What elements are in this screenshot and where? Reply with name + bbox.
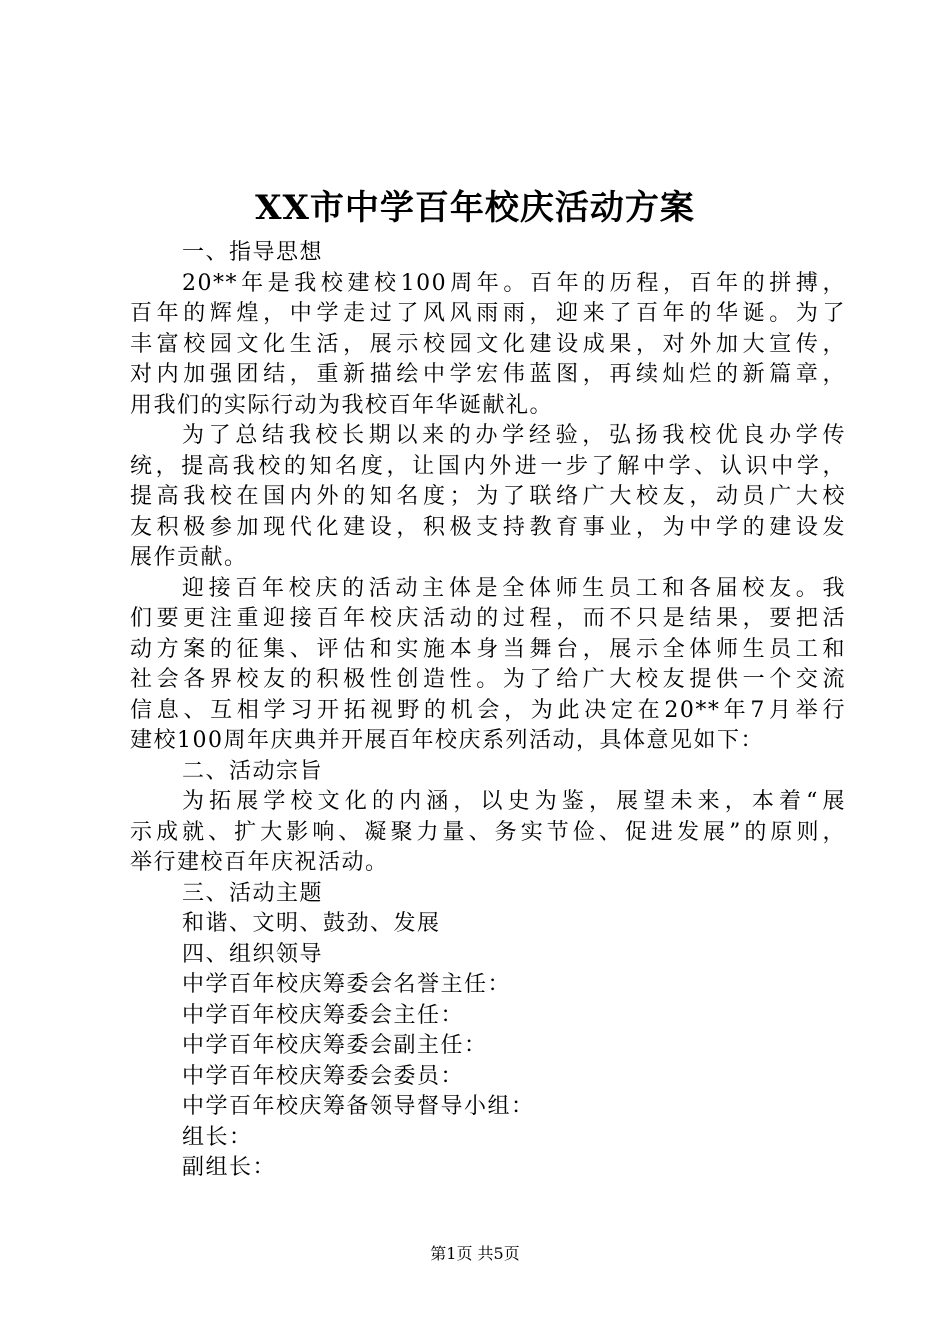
paragraph-line: 为了总结我校长期以来的办学经验，弘扬我校优良办学传	[182, 423, 846, 448]
paragraph-line: 提高我校在国内外的知名度；为了联络广大校友，动员广大校	[130, 484, 846, 509]
paragraph-line: 动方案的征集、评估和实施本身当舞台，展示全体师生员工和	[130, 636, 846, 662]
section-line: 和谐、文明、鼓劲、发展	[182, 911, 441, 936]
paragraph-line: 百年的辉煌，中学走过了风风雨雨，迎来了百年的华诞。为了	[130, 301, 846, 326]
paragraph-line: 为拓展学校文化的内涵，以史为鉴，展望未来，本着“展	[182, 789, 846, 814]
paragraph-line: 建校100周年庆典并开展百年校庆系列活动，具体意见如下：	[130, 728, 764, 753]
section-line: 四、组织领导	[182, 941, 324, 967]
section-line: 副组长：	[182, 1155, 277, 1180]
paragraph-line: 们要更注重迎接百年校庆活动的过程，而不只是结果，要把活	[130, 606, 846, 631]
section-line: 中学百年校庆筹委会副主任：	[182, 1033, 488, 1058]
paragraph-line: 信息、互相学习开拓视野的机会，为此决定在20**年7月举行	[130, 697, 846, 723]
paragraph-line: 丰富校园文化生活，展示校园文化建设成果，对外加大宣传，	[130, 331, 846, 357]
paragraph-line: 统，提高我校的知名度，让国内外进一步了解中学、认识中学，	[130, 453, 846, 479]
paragraph-line: 对内加强团结，重新描绘中学宏伟蓝图，再续灿烂的新篇章，	[130, 362, 846, 387]
paragraph-line: 20**年是我校建校100周年。百年的历程，百年的拼搏，	[182, 270, 846, 296]
page-number-footer: 第1页 共5页	[430, 1244, 520, 1263]
document-body	[130, 238, 846, 1184]
section-line: 二、活动宗旨	[182, 758, 324, 784]
section-line: 组长：	[182, 1124, 253, 1150]
section-line: 三、活动主题	[182, 880, 324, 906]
paragraph-line: 举行建校百年庆祝活动。	[130, 850, 389, 875]
paragraph-line: 示成就、扩大影响、凝聚力量、务实节俭、促进发展”的原则，	[130, 819, 846, 845]
section-line: 中学百年校庆筹委会委员：	[182, 1063, 465, 1089]
paragraph-line: 迎接百年校庆的活动主体是全体师生员工和各届校友。我	[182, 575, 846, 601]
section-line: 中学百年校庆筹委会主任：	[182, 1002, 465, 1028]
section-line: 中学百年校庆筹备领导督导小组：	[182, 1094, 535, 1119]
section-line: 一、指导思想	[182, 240, 324, 265]
paragraph-line: 展作贡献。	[130, 545, 248, 570]
paragraph-line: 用我们的实际行动为我校百年华诞献礼。	[130, 392, 554, 418]
document-title: XX市中学百年校庆活动方案	[255, 188, 695, 228]
paragraph-line: 社会各界校友的积极性创造性。为了给广大校友提供一个交流	[130, 667, 846, 692]
section-line: 中学百年校庆筹委会名誉主任：	[182, 972, 512, 997]
paragraph-line: 友积极参加现代化建设，积极支持教育事业，为中学的建设发	[130, 514, 846, 540]
